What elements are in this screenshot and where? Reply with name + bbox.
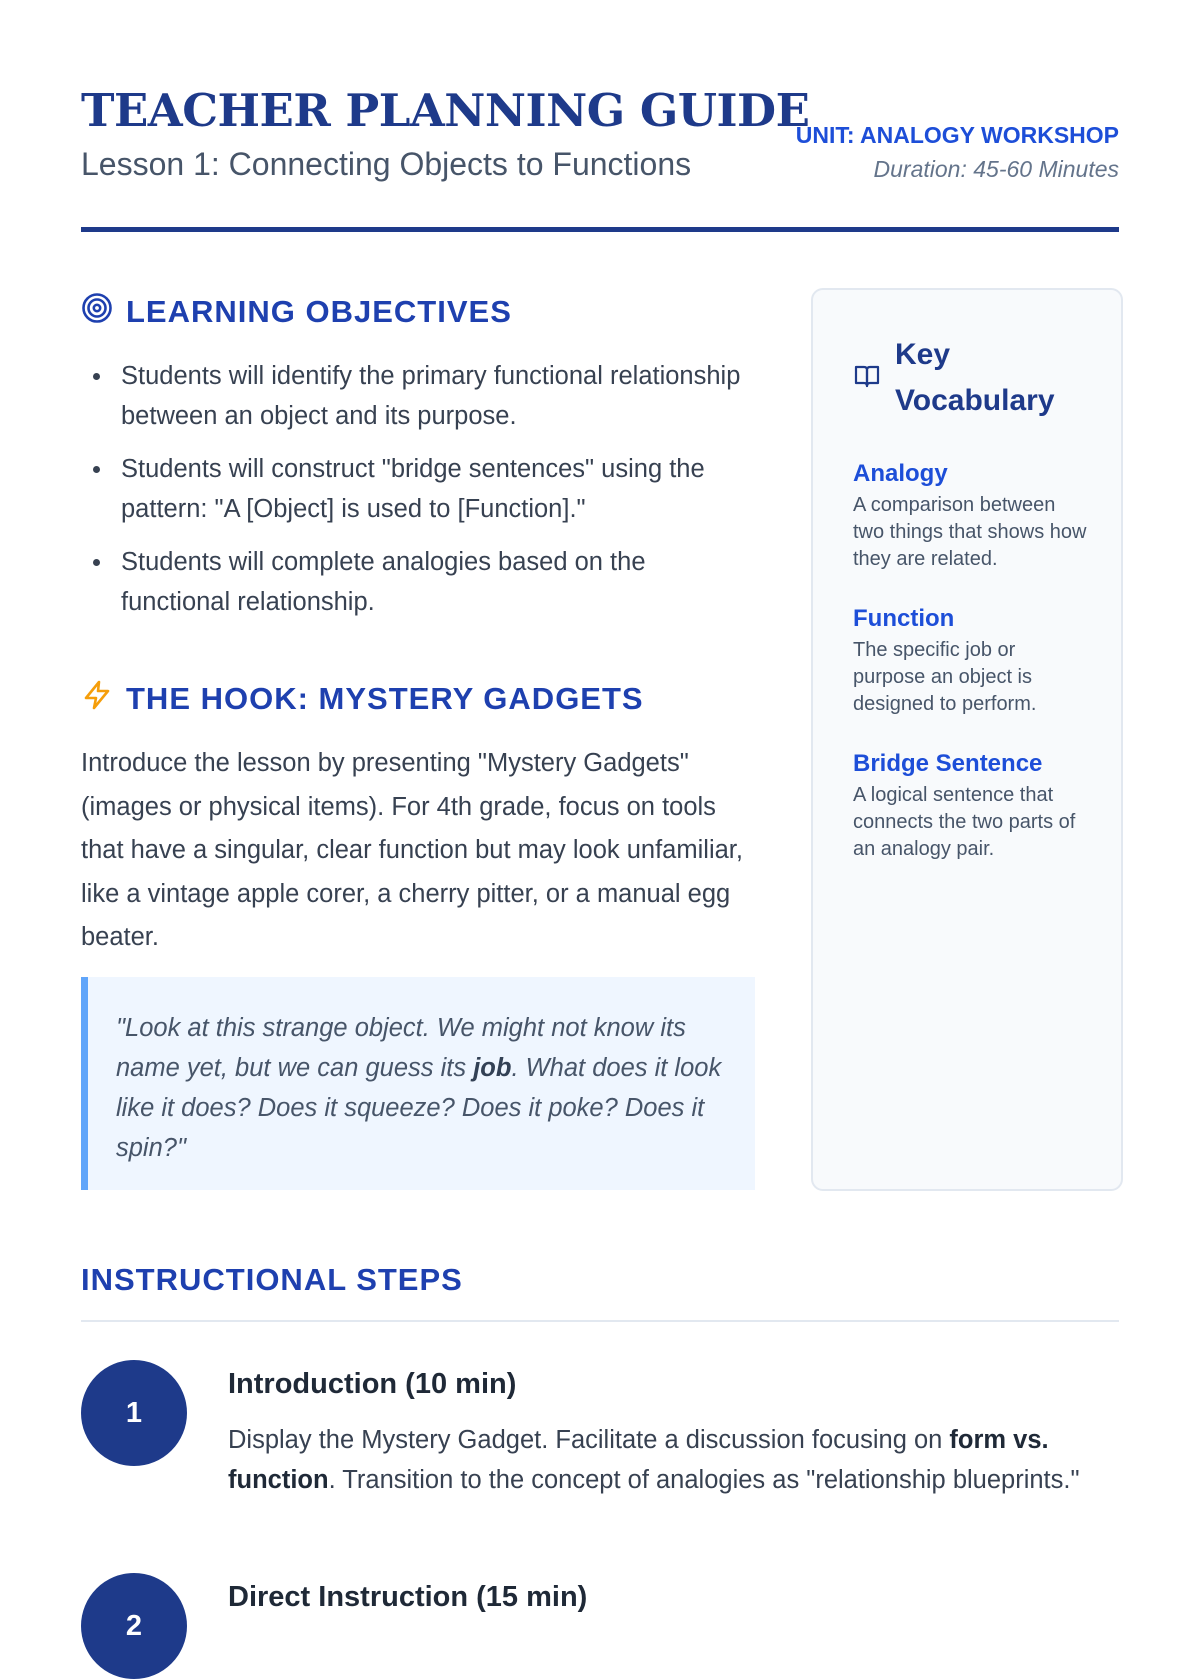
vocabulary-title: Key Vocabulary [895,338,1055,417]
lesson-subtitle: Lesson 1: Connecting Objects to Functions [81,146,692,182]
teacher-quote [81,977,755,1190]
step-desc-emphasis: form vs. function [228,1426,1049,1494]
step-number-badge: 1 [81,1360,187,1466]
objectives-heading [81,292,512,332]
vocab-term [853,603,1091,718]
list-item: Students will construct "bridge sentences" using the pattern: "A [Object] is used to [Function]." [90,449,750,529]
unit-label: UNIT: ANALOGY WORKSHOP [795,122,1119,148]
step-title: Direct Instruction (15 min) [228,1581,588,1613]
book-icon [853,362,881,395]
hook-paragraph: Introduce the lesson by presenting "Mystery Gadgets" (images or physical items). For 4th grade, focus on tools that have a singular, clear function but may look unfamiliar, like a vintage apple corer, a cherry pitter, or a manual egg beater. [81,749,743,951]
term-name: Analogy [853,460,948,487]
objectives-list [90,356,750,635]
page-header [81,84,1119,232]
steps-heading: INSTRUCTIONAL STEPS [81,1262,1119,1322]
term-name: Function [853,605,955,632]
step-number-badge: 2 [81,1573,187,1679]
list-item: Students will complete analogies based on the functional relationship. [90,542,750,622]
vocab-term [853,748,1091,863]
objectives-heading-text: LEARNING OBJECTIVES [126,294,512,329]
step-item [81,1360,1121,1540]
step-desc-start: Display the Mystery Gadget. Facilitate a discussion focusing on [228,1426,950,1454]
step-description [228,1420,1118,1500]
target-icon [81,292,113,332]
vocabulary-card [811,288,1123,1191]
step-desc-end: . Transition to the concept of analogies as "relationship blueprints." [328,1466,1080,1494]
duration-label: Duration: 45-60 Minutes [873,156,1119,182]
quote-text-start: "Look at this strange object. We might not know its name yet, but we can guess its [116,1014,686,1082]
hook-heading-text: THE HOOK: MYSTERY GADGETS [126,681,644,716]
quote-text-end: . What does it look like it does? Does it squeeze? Does it poke? Does it spin?" [116,1054,722,1162]
quote-emphasis: job [473,1054,512,1082]
term-definition: A comparison between two things that shows how they are related. [853,494,1087,570]
step-item [81,1573,1121,1679]
hook-heading [81,679,644,719]
vocab-term [853,458,1091,573]
vocabulary-heading [853,332,1091,424]
page-title: TEACHER PLANNING GUIDE [81,84,810,137]
list-item: Students will identify the primary functional relationship between an object and its purpose. [90,356,750,436]
step-title: Introduction (10 min) [228,1368,517,1400]
term-name: Bridge Sentence [853,750,1043,777]
term-definition: The specific job or purpose an object is designed to perform. [853,639,1037,715]
term-definition: A logical sentence that connects the two parts of an analogy pair. [853,784,1076,860]
lightning-icon [81,679,113,719]
